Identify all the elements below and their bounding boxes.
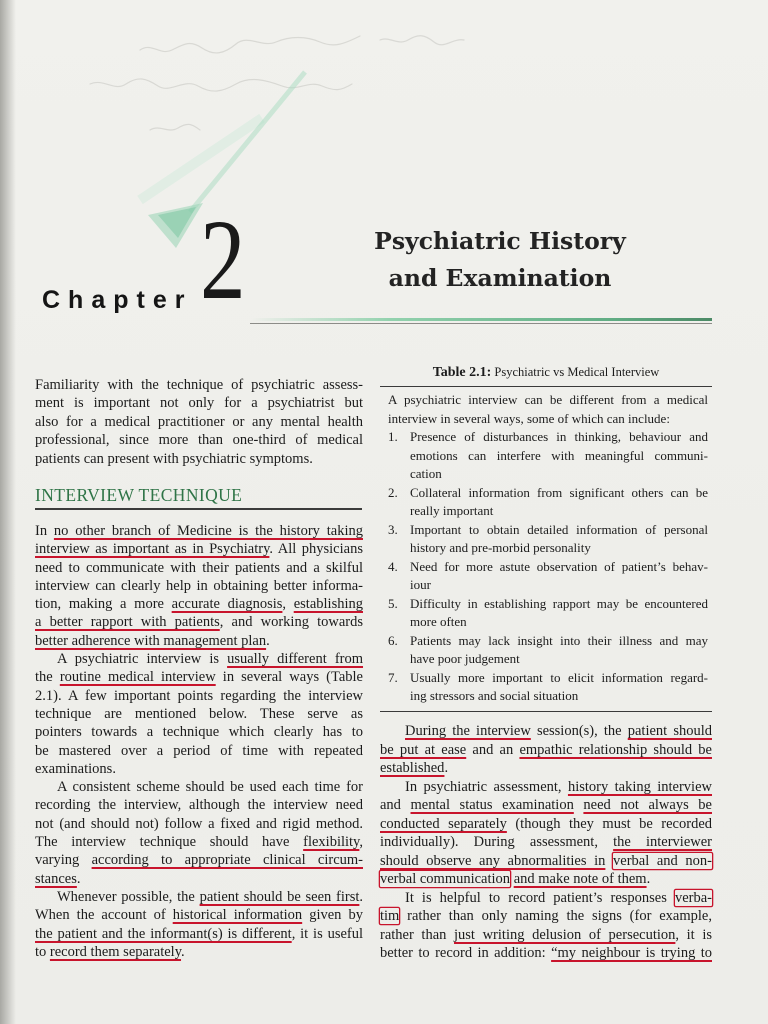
pen-underlined-text: according to appropriate clinical circum- [91,852,363,869]
text-line [410,595,708,614]
pen-boxed-text: verbal and non- [613,852,712,869]
text-line [35,450,363,468]
text-line [35,742,363,760]
text-segment: patients can present with psychiatric symptoms. [35,450,313,467]
text-line [410,539,708,558]
text-line [410,613,708,632]
pen-underlined-text: “my neighbour is trying to [551,945,712,961]
text-line [35,851,363,869]
text-segment: 2.1). A few important points regarding the interview [35,687,363,704]
text-line [380,852,712,871]
pen-underlined-text: record them separately [49,943,182,960]
text-segment: Familiarity with the technique of psychiatric assess- [35,377,363,393]
text-line [35,540,363,558]
pen-underlined-text: should observe any abnormalities in [380,852,606,869]
text-line [380,815,712,834]
text-segment: more often [410,614,467,629]
text-segment: and an [466,741,520,758]
text-line [380,907,712,926]
pen-underlined-text: need not always be [583,797,712,813]
pen-underlined-text: patient should [627,723,712,739]
table-list-item [388,428,708,484]
text-line [380,833,712,852]
table-list-item [388,595,708,632]
text-line [380,778,712,797]
text-segment: emotions can interfere with meaningful communi- [410,447,708,463]
list-item-number: 1. [388,429,398,444]
text-segment: be mastered over a period of time with repeated [35,742,363,759]
text-line [35,796,363,814]
text-line [35,687,363,705]
paragraph [380,722,712,778]
text-segment: given by [302,907,363,924]
text-line [410,576,708,595]
text-line [35,925,363,943]
text-line [35,613,363,631]
text-line [410,558,708,577]
text-line [35,394,363,412]
text-segment: (though they must be recorded [506,815,713,832]
text-line [35,906,363,924]
pen-underlined-text: empathic relationship should be [519,741,712,758]
text-line [380,944,712,963]
text-segment: Collateral information from significant others can be [410,484,708,500]
pen-underlined-text: patient should be seen first [199,888,360,905]
text-segment: rather than only naming the signs (for example, [399,908,712,924]
paragraph [380,778,712,889]
text-line [35,577,363,595]
text-segment: varying [35,852,92,869]
text-line [35,413,363,431]
text-segment: ing stressors and social situation [410,688,579,703]
table-list-item [388,632,708,669]
text-line [380,741,712,760]
pen-underlined-text: During the interview [405,723,531,739]
pen-underlined-text: just writing delusion of persecution [454,926,676,943]
chapter-number: 2 [200,196,246,323]
text-segment: In psychiatric assessment, [405,778,568,795]
text-segment: , and working towards [219,614,363,631]
text-segment: A consistent scheme should be used each time for [57,779,363,796]
text-segment: interview can clearly help in obtaining better informa- [35,577,363,594]
paragraph [35,650,363,778]
text-line [380,926,712,945]
table-caption-text: Psychiatric vs Medical Interview [494,365,660,379]
text-line [35,943,363,961]
text-segment: Presence of disturbances in thinking, behaviour and [410,429,708,444]
text-segment: better to record in addition: [380,945,552,961]
text-line [380,889,712,908]
pen-underlined-text: the interviewer [613,834,712,850]
text-segment: Difficulty in establishing rapport may be encountered [410,595,708,611]
table-list-item [388,669,708,706]
text-line [35,760,363,778]
pen-underlined-text: accurate diagnosis [171,596,283,613]
text-segment: have poor judgement [410,651,520,666]
text-line [35,668,363,686]
text-line [410,650,708,669]
text-segment: Usually more important to elicit information regard- [410,669,708,685]
text-segment: Patients may lack insight into their illness and may [410,632,708,648]
text-segment: interview in several ways, some of which can include: [388,410,670,426]
pen-underlined-text: stances [35,870,77,887]
table-body [388,391,708,706]
chapter-decoration [0,0,360,330]
table-top-rule [380,386,712,387]
list-item-text [410,595,708,632]
text-segment: In [35,523,54,539]
paragraph [35,522,363,650]
text-line [380,870,712,889]
list-item-number: 7. [388,669,398,685]
text-line [410,687,708,706]
text-segment: . [76,870,81,887]
table-intro [388,391,708,428]
text-line [35,559,363,577]
interview-technique-body [35,522,363,961]
text-segment: technique are mentioned below. These serve as [35,705,363,722]
text-line [35,870,363,888]
text-line [35,650,363,668]
section-heading: INTERVIEW TECHNIQUE [35,485,243,505]
pen-underlined-text: historical information [172,907,303,924]
text-segment: . [646,871,651,887]
text-segment: need to communicate with their patients and a skilful [35,559,363,576]
list-item-number: 6. [388,632,398,648]
text-segment: in several ways (Table [215,669,363,686]
text-segment: the [35,669,60,686]
text-segment: rather than [380,926,455,943]
text-line [410,465,708,484]
pen-boxed-text: tim [380,908,400,924]
table-caption [380,363,712,382]
text-segment: , it is [675,926,712,943]
pen-underlined-text: interview as important as in Psychiatry [35,541,270,558]
pen-underlined-text: the patient and the informant(s) is different [35,925,292,942]
chapter-title-line: and Examination [388,264,612,292]
chapter-label: Chapter [42,286,193,314]
text-segment: , [282,596,294,613]
pen-underlined-text: routine medical interview [59,669,216,686]
pen-underlined-text: a better rapport with patients [35,614,220,631]
text-line [380,722,712,741]
text-segment: recording the interview, although the interview need [35,797,363,814]
text-segment: session(s), the [530,723,628,739]
text-segment: cation [410,466,442,481]
list-item-text [410,558,708,595]
text-segment: It is helpful to record patient’s responses [405,889,675,906]
list-item-text [410,632,708,669]
table-caption-label: Table 2.1: [432,365,492,380]
pen-underlined-text: and make note of them [513,871,647,887]
intro-paragraph [35,376,363,468]
text-segment: tion, making a more [35,596,172,613]
text-segment: professional, since more than one-third of medical [35,432,363,449]
text-segment: Important to obtain detailed information of personal [410,521,708,537]
pen-underlined-text: usually different from [227,651,364,668]
text-line [410,632,708,651]
text-line [410,428,708,447]
table-list-item [388,558,708,595]
header-rule-thin [250,323,712,324]
text-line [35,632,363,650]
pen-underlined-text: flexibility [303,834,360,851]
pen-boxed-text: verba- [674,889,712,906]
text-line [380,796,712,815]
text-segment: A psychiatric interview is [57,651,228,668]
pen-underlined-text: be put at ease [380,741,467,758]
text-segment: The interview technique should have [35,834,304,851]
list-item-text [410,484,708,521]
text-line [35,376,363,394]
text-line [35,522,363,540]
list-item-number: 3. [388,521,398,537]
text-line [388,410,708,429]
text-line [410,447,708,466]
text-line [410,484,708,503]
text-line [35,595,363,613]
text-line [35,705,363,723]
pen-underlined-text: conducted separately [380,815,507,832]
text-segment: . [359,888,363,905]
text-segment: Need for more astute observation of patient’s behav- [410,558,708,574]
list-item-number: 2. [388,484,398,500]
text-segment: and [380,797,411,813]
text-line [380,759,712,778]
text-line [388,391,708,410]
text-segment: Whenever possible, the [57,888,200,905]
text-line [35,778,363,796]
text-segment: When the account of [35,907,173,924]
pen-underlined-text: no other branch of Medicine is the history taking [53,523,363,539]
text-line [35,815,363,833]
text-segment: . [444,760,449,776]
text-segment: not (and should not) follow a fixed and rigid method. [35,815,363,832]
heading-rule [35,508,362,510]
table-bottom-rule [380,711,712,712]
pen-underlined-text: establishing [293,596,363,613]
text-segment: , it is useful [291,925,364,942]
text-line [410,669,708,688]
text-line [35,431,363,449]
text-segment: also for a medical practitioner or any mental health [35,413,363,430]
text-segment: . [181,943,185,960]
list-item-number: 4. [388,558,398,574]
paragraph [35,778,363,888]
chapter-title [350,223,650,297]
table-list-item [388,521,708,558]
text-segment: really important [410,503,494,518]
text-line [35,888,363,906]
paragraph [35,888,363,961]
list-item-text [410,521,708,558]
list-item-text [410,428,708,484]
pen-underlined-text: established [380,760,445,776]
text-segment [574,797,584,813]
text-line [35,723,363,741]
text-segment: examinations. [35,760,116,777]
text-line [410,502,708,521]
text-segment: iour [410,577,431,592]
text-segment: . [266,632,270,649]
table-list-item [388,484,708,521]
list-item-number: 5. [388,595,398,611]
header-rule [252,318,712,321]
text-segment: history and pre-morbid personality [410,540,591,555]
text-segment [605,853,613,869]
text-segment: ment is important not only for a psychiatrist but [35,395,363,412]
pen-underlined-text: better adherence with management plan [35,632,267,649]
list-item-text [410,669,708,706]
continued-text-body [380,722,712,963]
text-segment: , [359,834,363,851]
text-segment: A psychiatric interview can be different from a medical [388,392,708,407]
text-segment: pointers towards a technique which clearly has to [35,724,363,741]
text-line [410,521,708,540]
pen-underlined-text: mental status examination [410,797,574,813]
text-line [35,833,363,851]
chapter-title-line: Psychiatric History [374,227,626,255]
text-segment: individually). During assessment, [380,834,614,850]
pen-underlined-text: history taking interview [567,778,712,795]
text-segment: to [35,943,50,960]
paragraph [380,889,712,963]
pen-boxed-text: verbal communication [380,871,511,887]
text-segment: . All physicians [269,541,363,558]
